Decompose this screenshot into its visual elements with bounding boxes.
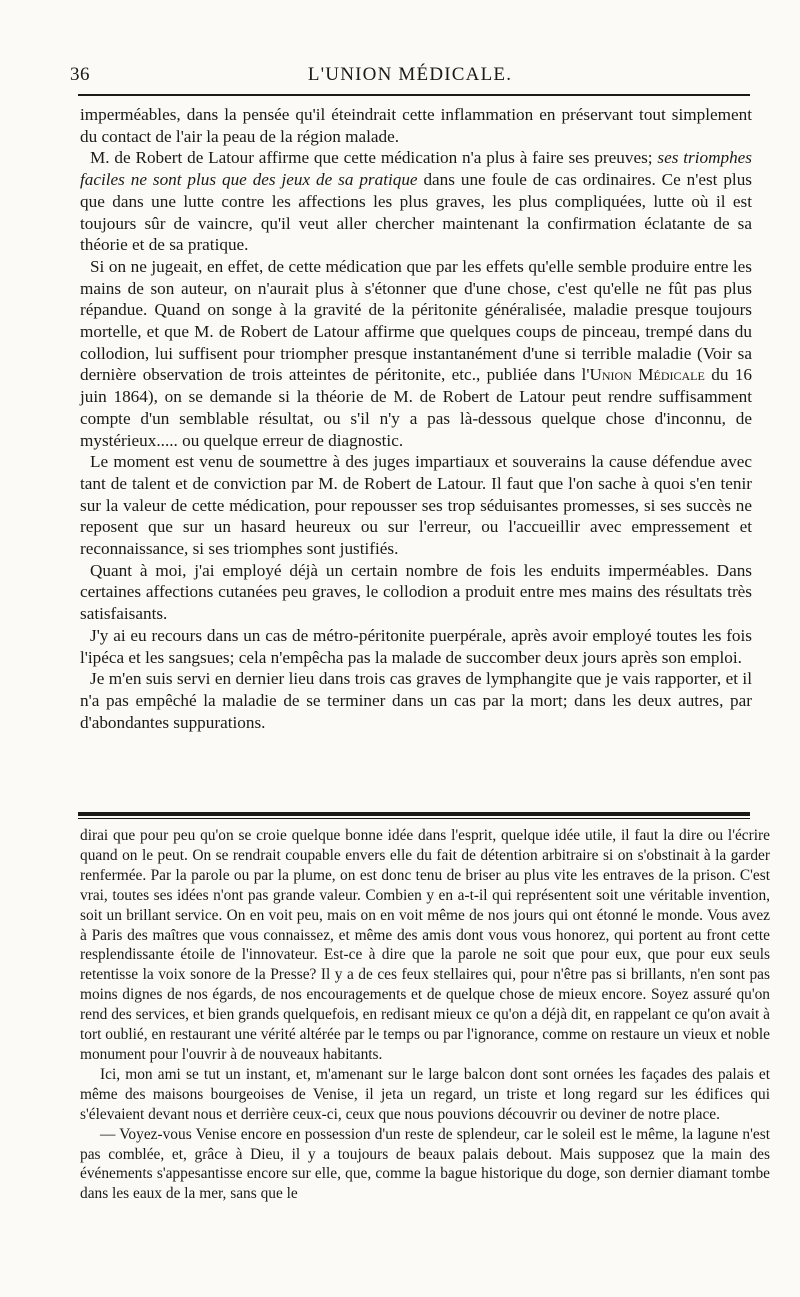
header-rule <box>78 94 750 96</box>
article-paragraph <box>80 256 752 451</box>
separator-thick-line <box>78 812 750 816</box>
feuilleton-paragraph: Ici, mon ami se tut un instant, et, m'amenant sur le large balcon dont sont ornées les façades des palais et même des maisons bourgeoises de Venise, il jeta un regard, un triste et long regard sur les édifices qui s'élevaient devant nous et derrière ceux-ci, ceux que nous pouvions découvrir ou deviner de notre place. <box>80 1065 770 1123</box>
journal-title: L'UNION MÉDICALE. <box>307 64 513 85</box>
article-paragraph <box>80 147 752 256</box>
journal-reference: Union Médicale <box>589 365 705 385</box>
feuilleton-paragraph: — Voyez-vous Venise encore en possession d'un reste de splendeur, car le soleil est le même, la lagune n'est pas comblée, et, grâce à Dieu, il y a toujours de beaux palais debout. Mais supposez que la main des événements s'appesantisse encore sur elle, que, comme la bague historique du doge, son dernier diamant tombe dans les eaux de la mer, sans que le <box>80 1125 770 1203</box>
article-body <box>80 104 752 733</box>
separator-thin-line <box>78 818 750 819</box>
page-number: 36 <box>70 64 90 85</box>
feuilleton-body <box>80 826 770 1204</box>
running-head <box>70 60 750 90</box>
article-paragraph: imperméables, dans la pensée qu'il éteindrait cette inflammation en préservant tout simplement du contact de l'air la peau de la région malade. <box>80 105 752 146</box>
article-paragraph: Je m'en suis servi en dernier lieu dans trois cas graves de lymphangite que je vais rapporter, et il n'a pas empêché la maladie de se terminer dans un cas par la mort; dans les deux autres, par d'abondantes suppurations. <box>80 669 752 732</box>
feuilleton-paragraph: dirai que pour peu qu'on se croie quelque bonne idée dans l'esprit, quelque idée utile, il faut la dire ou l'écrire quand on le peut. On se rendrait coupable envers elle du fait de détention arbitraire si on s'obstinait à la garder renfermée. Par la parole ou par la plume, on est donc tenu de briser au plus vite les entraves de la prison. C'est vrai, toutes ses idées n'ont pas grande valeur. Combien y en a-t-il qui représentent soit une véritable invention, soit un brillant service. On en voit peu, mais on en voit même de nos jours qui ont étonné le monde. Vous avez à Paris des maîtres que vous connaissez, et même des amis dont vous vous honorez, qui portent au front cette resplendissante étoile de l'innovateur. Est-ce à dire que la parole ne soit que pour eux, que pour eux seuls retentisse la voix sonore de la Presse? Il y a de ces feux stellaires qui, pour n'être pas si brillants, n'en sont pas moins dignes de nos égards, de nos encouragements et de quelque chose de mieux encore. Soyez assuré qu'on rend des services, et bien grands quelquefois, en redisant mieux ce qu'on a déjà dit, en rappelant ce qu'on avait à tort oublié, en restaurant une vérité altérée par le temps ou par l'ignorance, comme on restaure un vieux et noble monument pour l'ouvrir à de nouveaux habitants. <box>80 827 770 1063</box>
feuilleton-separator <box>78 812 750 819</box>
article-paragraph: Le moment est venu de soumettre à des juges impartiaux et souverains la cause défendue avec tant de talent et de conviction par M. de Robert de Latour. Il faut que l'on sache à quoi s'en tenir sur la valeur de cette médication, pour repousser ses trop séduisantes promesses, si ses succès ne reposent que sur un hasard heureux ou sur l'erreur, ou l'accueillir avec empressement et reconnaissance, si ses triomphes sont justifiés. <box>80 452 752 559</box>
article-paragraph: J'y ai eu recours dans un cas de métro-péritonite puerpérale, après avoir employé toutes les fois l'ipéca et les sangsues; cela n'empêcha pas la malade de succomber deux jours après son emploi. <box>80 625 752 667</box>
paragraph-text: dans une foule de cas ordinaires. Ce n'est plus que dans une lutte contre les affections les plus graves, les plus compliquées, lutte où il est toujours sûr de vaincre, qu'il veut aller chercher maintenant la confirmation éclatante de sa théorie et de sa pratique. <box>80 170 752 255</box>
paragraph-text: M. de Robert de Latour affirme que cette médication n'a plus à faire ses preuves; <box>90 148 658 168</box>
article-paragraph: Quant à moi, j'ai employé déjà un certain nombre de fois les enduits imperméables. Dans certaines affections cutanées peu graves, le collodion a produit entre mes mains des résultats très satisfaisants. <box>80 560 752 624</box>
italic-quote: ses triomphes faciles ne sont plus que des jeux de sa pratique <box>80 148 752 190</box>
paragraph-text: Si on ne jugeait, en effet, de cette médication que par les effets qu'elle semble produire entre les mains de son auteur, on n'aurait plus à s'étonner que d'une chose, c'est qu'elle ne fût pas plus répandue. Quand on songe à la gravité de la péritonite généralisée, maladie presque toujours mortelle, et que M. de Robert de Latour affirme que quelques coups de pinceau, trempé dans du collodion, lui suffisent pour triompher presque instantanément d'une si terrible maladie (Voir sa dernière observation de trois atteintes de péritonite, etc., publiée dans l' <box>80 256 752 385</box>
paragraph-text: du 16 juin 1864), on se demande si la théorie de M. de Robert de Latour peut rendre suffisamment compte d'un semblable résultat, ou s'il n'y a pas là-dessous quelque chose d'inconnu, de mystérieux..... ou quelque erreur de diagnostic. <box>80 365 753 450</box>
